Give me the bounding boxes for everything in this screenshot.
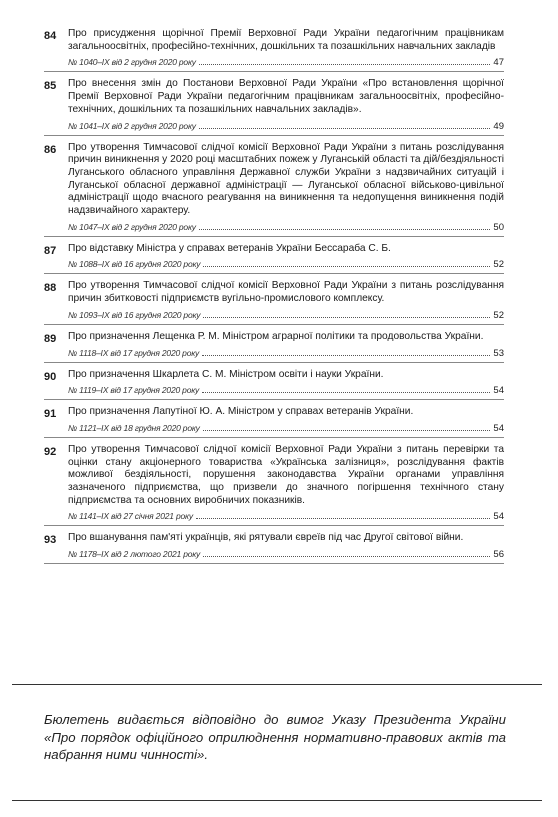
entry-title: Про вшанування пам'яті українців, які рятували євреїв під час Другої світової війни. [68, 532, 464, 544]
bottom-divider [12, 800, 542, 801]
entry-number: 87 [44, 244, 57, 257]
leader-dots [202, 355, 490, 356]
entry-number: 85 [44, 80, 57, 93]
entry-reference: № 1118–IX від 17 грудня 2020 року [68, 347, 200, 358]
toc-entry [44, 369, 504, 401]
entry-reference: № 1047–IX від 2 грудня 2020 року [68, 221, 196, 232]
entry-reference: № 1040–IX від 2 грудня 2020 року [68, 57, 196, 68]
entry-reference: № 1088–IX від 16 грудня 2020 року [68, 259, 201, 270]
toc-entry [44, 280, 504, 324]
entry-number: 84 [44, 30, 57, 42]
leader-dots [203, 556, 490, 557]
entry-reference: № 1119–IX від 17 грудня 2020 року [68, 385, 200, 396]
leader-dots [202, 392, 490, 393]
entry-page: 47 [493, 57, 504, 69]
leader-dots [199, 64, 491, 65]
entry-reference: № 1141–IX від 27 січня 2021 року [68, 511, 193, 522]
entry-reference: № 1121–IX від 18 грудня 2020 року [68, 422, 200, 433]
leader-dots [199, 128, 491, 129]
entry-reference: № 1178–IX від 2 лютого 2021 року [68, 549, 201, 560]
toc-entry [44, 532, 504, 564]
entry-page: 54 [493, 511, 504, 523]
top-divider [12, 684, 542, 685]
entry-title: Про присудження щорічної Премії Верховної Ради України педагогічним працівникам загальноосвітніх, професійно-технічних, дошкільних та позашкільних навчальних закладів [68, 28, 504, 52]
leader-dots [203, 266, 490, 267]
entry-number: 90 [44, 370, 57, 383]
toc-entry [44, 28, 504, 72]
entry-reference: № 1093–IX від 16 грудня 2020 року [68, 309, 201, 320]
entry-page: 56 [493, 549, 504, 561]
entry-page: 54 [493, 385, 504, 397]
entry-number: 93 [44, 534, 57, 547]
table-of-contents [44, 28, 504, 570]
toc-entry [44, 78, 504, 135]
leader-dots [199, 229, 491, 230]
entry-title: Про утворення Тимчасової слідчої комісії Верховної Ради України з питань перевірки та оцінки стану акціонерного товариства «Українська залізниця», розслідування фактів можливої бездіяльності, порушення законодавства України органами управління зазначеного підприємства, що призвели до значного погіршення технічного стану підприємства та основних виробничих показників. [68, 443, 504, 506]
entry-page: 50 [493, 221, 504, 233]
toc-entry [44, 142, 504, 237]
toc-entry [44, 331, 504, 363]
leader-dots [203, 430, 491, 431]
entry-page: 52 [493, 259, 504, 271]
toc-entry [44, 444, 504, 527]
entry-reference: № 1041–IX від 2 грудня 2020 року [68, 120, 196, 131]
entry-title: Про призначення Лещенка Р. М. Міністром аграрної політики та продовольства України. [68, 330, 484, 342]
entry-page: 54 [493, 422, 504, 434]
entry-number: 88 [44, 282, 57, 295]
leader-dots [196, 518, 491, 519]
entry-number: 86 [44, 143, 57, 156]
entry-title: Про відставку Міністра у справах ветеранів України Бессараба С. Б. [68, 242, 391, 254]
entry-number: 91 [44, 408, 57, 421]
entry-number: 92 [44, 445, 57, 458]
toc-entry [44, 406, 504, 438]
entry-number: 89 [44, 332, 57, 345]
entry-title: Про призначення Шкарлета С. М. Міністром освіти і науки України. [68, 368, 384, 380]
entry-title: Про утворення Тимчасової слідчої комісії Верховної Ради України з питань розслідування причин виникнення у 2020 році масштабних пожеж у Луганській області та дій/бездіяльності Луганського обласного управління Державної служби України з надзвичайних ситуацій і Луганської обласної державної адміністрації — Луганської обласної військово-цивільної адміністрації щодо вчасного реагування на виникнення та недопущення виникнення подій надзвичайного характеру. [68, 141, 504, 217]
entry-title: Про внесення змін до Постанови Верховної Ради України «Про встановлення щорічної Премії Верховної Ради України педагогічним працівникам загальноосвітніх, професійно-технічних, дошкільних та позашкільних навчальних закладів». [68, 78, 504, 115]
bulletin-note: Бюлетень видається відповідно до вимог Указу Президента України «Про порядок офіційного оприлюднення нормативно-правових актів та набрання ними чинності». [44, 712, 506, 762]
entry-page: 49 [493, 120, 504, 132]
entry-page: 53 [493, 347, 504, 359]
toc-entry [44, 243, 504, 275]
entry-page: 52 [493, 309, 504, 321]
entry-title: Про утворення Тимчасової слідчої комісії Верховної Ради України з питань розслідування причин збитковості підприємств вугільно-промислового комплексу. [68, 280, 504, 305]
entry-title: Про призначення Лапутіної Ю. А. Міністром у справах ветеранів України. [68, 406, 414, 418]
leader-dots [203, 317, 490, 318]
